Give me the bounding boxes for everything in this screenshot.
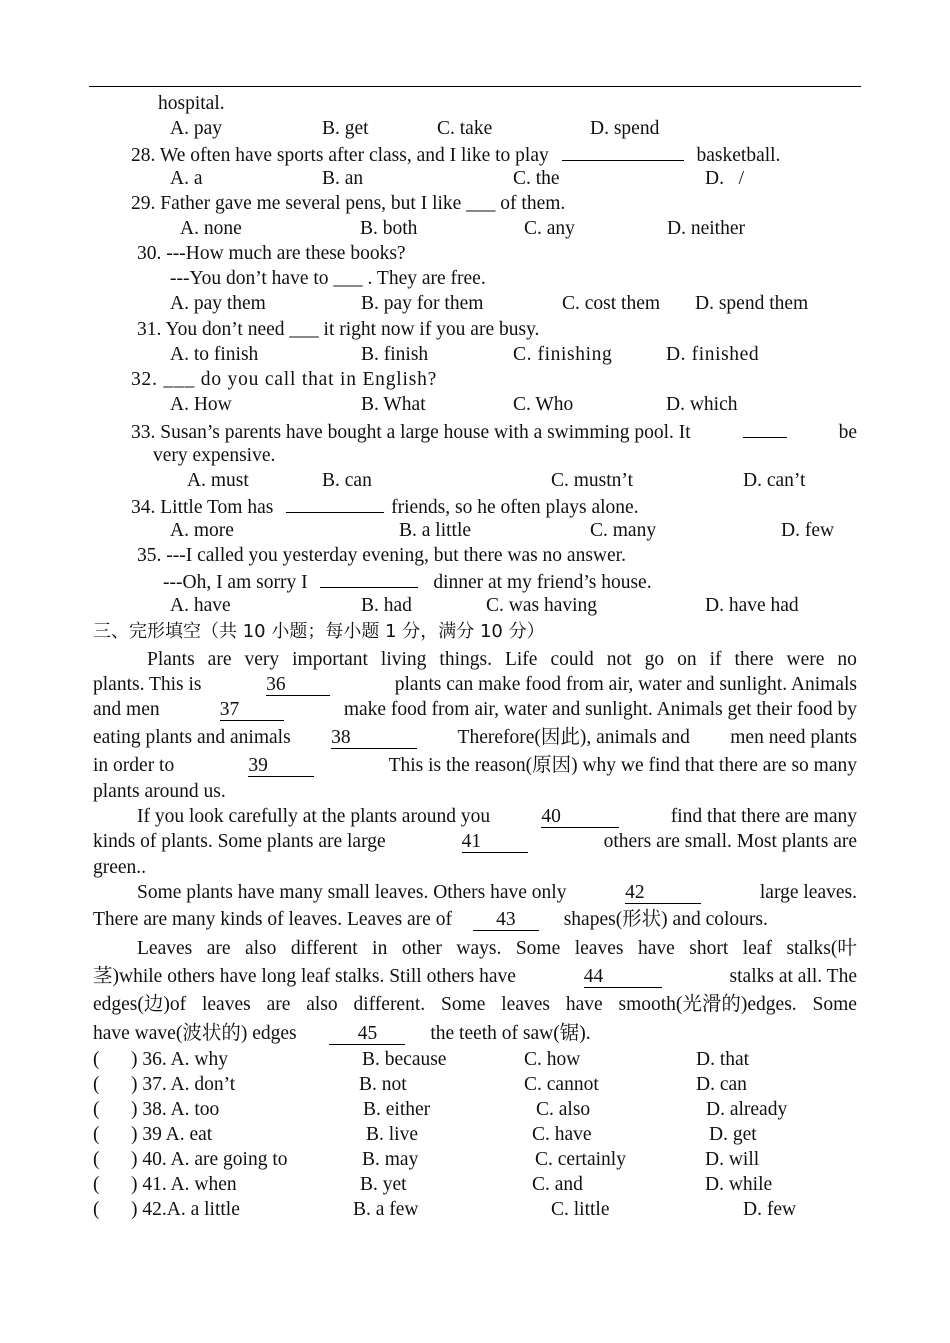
q29-option-d: D. neither (667, 218, 745, 239)
q37-option-d: D. can (696, 1074, 747, 1095)
p4-line3-word: Some (812, 994, 857, 1015)
p4-line2 (93, 965, 857, 989)
q38-question-option-a: ) 38. A. too (131, 1099, 220, 1120)
q32-question: 32. ___ do you call that in English? (131, 369, 438, 390)
p1-line3 (93, 698, 857, 722)
q29-option-a: A. none (180, 218, 242, 239)
q35-option-c: C. was having (486, 595, 598, 616)
p4-line4 (93, 1022, 591, 1046)
q40-option-d: D. will (705, 1149, 760, 1170)
q34-option-b: B. a little (399, 520, 472, 541)
p3-line2 (93, 908, 768, 932)
q40-answer-paren[interactable]: ( (93, 1149, 100, 1170)
p1-line1-word: Life (504, 649, 538, 670)
p4-line1-word: other (401, 938, 442, 959)
p1-line1-word: go (644, 649, 665, 670)
q40-question-option-a: ) 40. A. are going to (131, 1149, 288, 1170)
p4-line2-text-a: 茎)while others have long leaf stalks. Still others have (93, 966, 516, 987)
q41-option-c: C. and (532, 1174, 583, 1195)
blank-42: 42 (625, 883, 701, 904)
q33-text-after: be (838, 422, 857, 443)
q27-option-c: C. take (437, 118, 493, 139)
p3-line1 (137, 881, 857, 905)
q31-option-c: C. finishing (513, 344, 613, 365)
p2-line2-text-b: others are small. Most plants are (603, 831, 857, 852)
q27-option-d: D. spend (590, 118, 660, 139)
q33-option-c: C. mustn’t (551, 470, 633, 491)
q33-option-a: A. must (187, 470, 249, 491)
q29-option-c: C. any (524, 218, 575, 239)
q38-option-c: C. also (536, 1099, 591, 1120)
p1-line2 (93, 673, 857, 697)
p4-line1-word: different (290, 938, 358, 959)
q30-option-a: A. pay them (170, 293, 266, 314)
q32-option-b: B. What (361, 394, 426, 415)
p2-line3: green.. (93, 857, 147, 878)
header-rule (89, 86, 861, 87)
q35-question-line2 (163, 569, 652, 595)
p2-line2 (93, 830, 857, 854)
q42-option-b: B. a few (353, 1199, 419, 1220)
q40-option-c: C. certainly (535, 1149, 626, 1170)
p1-line1-word: important (292, 649, 368, 670)
p2-line1 (137, 805, 857, 829)
q39-option-d: D. get (709, 1124, 757, 1145)
q34-text: 34. Little Tom has (131, 497, 274, 518)
p4-line3-word: different. (353, 994, 426, 1015)
p1-line3-text-a: and men (93, 699, 160, 720)
p1-line4-text-b: Therefore(因此), animals and (457, 727, 690, 748)
p1-line1-word: not (606, 649, 632, 670)
q33-option-d: D. can’t (743, 470, 806, 491)
p1-line4 (93, 726, 857, 750)
q28-option-c: C. the (513, 168, 560, 189)
p1-line2-text-a: plants. This is (93, 674, 202, 695)
blank-36: 36 (266, 675, 330, 696)
p1-line1-word: were (786, 649, 825, 670)
q37-question-option-a: ) 37. A. don’t (131, 1074, 236, 1095)
q34-option-c: C. many (590, 520, 657, 541)
q39-option-c: C. have (532, 1124, 592, 1145)
p1-line1-word: are (207, 649, 232, 670)
q28-option-b: B. an (322, 168, 364, 189)
q36-option-d: D. that (696, 1049, 750, 1070)
p1-line1-word: if (709, 649, 722, 670)
p4-line3-word: are (266, 994, 291, 1015)
q36-answer-paren[interactable]: ( (93, 1049, 100, 1070)
p1-line1-word: things. (439, 649, 492, 670)
q29-option-b: B. both (360, 218, 418, 239)
q42-question-option-a: ) 42.A. a little (131, 1199, 240, 1220)
p4-line1-word: are (206, 938, 231, 959)
q33-text: 33. Susan’s parents have bought a large house with a swimming pool. It (131, 422, 691, 443)
q35-option-d: D. have had (705, 595, 799, 616)
p4-line2-text-b: stalks at all. The (729, 966, 857, 987)
p3-line2-text-b: shapes(形状) and colours. (563, 909, 768, 930)
q32-option-c: C. Who (513, 394, 574, 415)
p4-line1-word: leaf (742, 938, 772, 959)
q33-blank (743, 419, 787, 438)
p4-line1-word: ways. (456, 938, 502, 959)
p1-line1-word: living (380, 649, 427, 670)
q27-option-b: B. get (322, 118, 369, 139)
q28-question (131, 142, 780, 168)
q34-option-a: A. more (170, 520, 234, 541)
p4-line4-text-a: have wave(波状的) edges (93, 1023, 297, 1044)
p1-line1-word: could (550, 649, 594, 670)
p4-line3-word: Some (440, 994, 486, 1015)
p2-line2-text-a: kinds of plants. Some plants are large (93, 831, 386, 852)
q35-text: ---Oh, I am sorry I (163, 572, 308, 593)
blank-39: 39 (248, 756, 314, 777)
p4-line3-word: edges(边)of (93, 994, 187, 1015)
p2-line1-text-b: find that there are many (670, 806, 857, 827)
q41-answer-paren[interactable]: ( (93, 1174, 100, 1195)
p4-line1-word: have (637, 938, 675, 959)
q41-option-d: D. while (705, 1174, 773, 1195)
q36-option-b: B. because (362, 1049, 447, 1070)
p1-line4-text-c: men need plants (730, 727, 857, 748)
blank-45: 45 (329, 1024, 405, 1045)
q41-question-option-a: ) 41. A. when (131, 1174, 237, 1195)
q36-option-c: C. how (524, 1049, 581, 1070)
q31-option-b: B. finish (361, 344, 429, 365)
p1-line5-text-b: This is the reason(原因) why we find that there are so many (388, 755, 857, 776)
p1-line3-text-b: make food from air, water and sunlight. Animals get their food by (343, 699, 857, 720)
q35-question-line1: 35. ---I called you yesterday evening, but there was no answer. (137, 545, 626, 566)
p4-line3-word: have (565, 994, 603, 1015)
q28-text-after: basketball. (696, 145, 781, 166)
p4-line3-word: leaves (201, 994, 251, 1015)
p1-line2-text-b: plants can make food from air, water and sunlight. Animals (394, 674, 857, 695)
q27-continuation: hospital. (158, 93, 225, 114)
q28-option-a: A. a (170, 168, 203, 189)
q40-option-b: B. may (362, 1149, 419, 1170)
blank-41: 41 (462, 832, 528, 853)
q35-text-after: dinner at my friend’s house. (433, 572, 652, 593)
blank-43: 43 (473, 910, 539, 931)
p1-line1-word: on (677, 649, 697, 670)
q38-answer-paren[interactable]: ( (93, 1099, 100, 1120)
p4-line3 (93, 993, 857, 1017)
section3-heading: 三、完形填空（共 10 小题；每小题 1 分，满分 10 分） (93, 621, 545, 642)
q32-option-d: D. which (666, 394, 738, 415)
p4-line1-word: also (245, 938, 277, 959)
p4-line4-text-b: the teeth of saw(锯). (430, 1023, 591, 1044)
q28-blank (562, 142, 684, 161)
p1-line1 (147, 648, 857, 672)
p1-line6: plants around us. (93, 781, 226, 802)
q30-option-c: C. cost them (562, 293, 661, 314)
q36-question-option-a: ) 36. A. why (131, 1049, 228, 1070)
q34-text-after: friends, so he often plays alone. (391, 497, 639, 518)
p4-line1-word: in (372, 938, 388, 959)
q39-question-option-a: ) 39 A. eat (131, 1124, 213, 1145)
p3-line1-text-a: Some plants have many small leaves. Others have only (137, 882, 567, 903)
q37-option-c: C. cannot (524, 1074, 599, 1095)
p1-line5 (93, 754, 857, 778)
q37-answer-paren[interactable]: ( (93, 1074, 100, 1095)
q42-option-c: C. little (551, 1199, 610, 1220)
blank-37: 37 (220, 700, 284, 721)
q31-option-a: A. to finish (170, 344, 259, 365)
q33-question (131, 419, 857, 445)
p4-line1-word: Some (515, 938, 561, 959)
q42-option-d: D. few (743, 1199, 797, 1220)
blank-38: 38 (331, 728, 417, 749)
q41-option-b: B. yet (360, 1174, 407, 1195)
p2-line1-text-a: If you look carefully at the plants around you (137, 806, 491, 827)
q29-question: 29. Father gave me several pens, but I like ___ of them. (131, 193, 566, 214)
q30-question-line1: 30. ---How much are these books? (137, 243, 406, 264)
q37-option-b: B. not (359, 1074, 407, 1095)
p4-line3-word: smooth(光滑的)edges. (618, 994, 797, 1015)
q32-option-a: A. How (170, 394, 232, 415)
p4-line3-word: leaves (501, 994, 550, 1015)
q35-blank (320, 569, 418, 588)
p1-line1-word: there (734, 649, 774, 670)
q39-option-b: B. live (366, 1124, 418, 1145)
q39-answer-paren[interactable]: ( (93, 1124, 100, 1145)
p3-line2-text-a: There are many kinds of leaves. Leaves are of (93, 909, 452, 930)
blank-40: 40 (541, 807, 619, 828)
q30-option-d: D. spend them (695, 293, 809, 314)
p1-line1-word: very (244, 649, 280, 670)
p4-line1-word: leaves (574, 938, 624, 959)
q30-question-line2: ---You don’t have to ___ . They are free. (170, 268, 486, 289)
p1-line1-word: no (837, 649, 857, 670)
q28-option-d: D. / (705, 168, 744, 189)
q34-question (131, 494, 639, 520)
p4-line1 (137, 937, 857, 961)
p1-line1-word: Plants (147, 649, 195, 670)
q38-option-d: D. already (706, 1099, 788, 1120)
q34-option-d: D. few (781, 520, 835, 541)
q33-question-line2: very expensive. (153, 445, 276, 466)
q34-blank (286, 494, 384, 513)
blank-44: 44 (584, 967, 662, 988)
q28-text: 28. We often have sports after class, and I like to play (131, 145, 549, 166)
p4-line1-word: short (689, 938, 729, 959)
p4-line3-word: also (306, 994, 338, 1015)
p1-line4-text-a: eating plants and animals (93, 727, 291, 748)
p3-line1-text-b: large leaves. (759, 882, 857, 903)
p4-line1-word: stalks(叶 (786, 938, 857, 959)
q35-option-a: A. have (170, 595, 231, 616)
q35-option-b: B. had (361, 595, 412, 616)
q27-option-a: A. pay (170, 118, 222, 139)
q42-answer-paren[interactable]: ( (93, 1199, 100, 1220)
q30-option-b: B. pay for them (361, 293, 484, 314)
p1-line5-text-a: in order to (93, 755, 175, 776)
p4-line1-word: Leaves (137, 938, 193, 959)
q31-option-d: D. finished (666, 344, 760, 365)
q31-question: 31. You don’t need ___ it right now if you are busy. (137, 319, 540, 340)
q33-option-b: B. can (322, 470, 372, 491)
q38-option-b: B. either (363, 1099, 431, 1120)
